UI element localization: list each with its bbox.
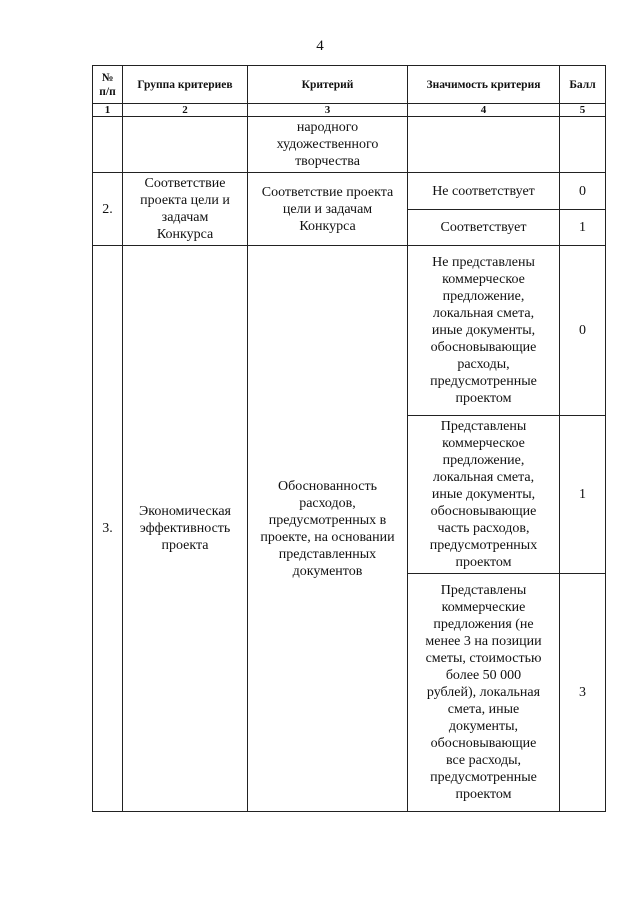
header-group: Группа критериев xyxy=(123,66,248,104)
criterion-cell: Обоснованность расходов, предусмотренных в проекте, на основании представленных документов xyxy=(248,246,408,812)
score-value: 3 xyxy=(560,574,606,812)
score-cell xyxy=(560,117,606,173)
significance-option: Не представлены коммерческое предложение, локальная смета, иные документы, обосновывающие расходы, предусмотренные проектом xyxy=(408,246,560,416)
column-number: 1 xyxy=(93,104,123,117)
table-row-3 xyxy=(93,246,606,416)
significance-option: Соответствует xyxy=(408,210,560,246)
header-num: № п/п xyxy=(93,66,123,104)
significance-cell xyxy=(408,117,560,173)
significance-option: Представлены коммерческое предложение, локальная смета, иные документы, обосновывающие часть расходов, предусмотренных проектом xyxy=(408,416,560,574)
row-number: 3. xyxy=(93,246,123,812)
column-number: 4 xyxy=(408,104,560,117)
significance-option: Представлены коммерческие предложения (не менее 3 на позиции сметы, стоимостью более 50 000 рублей), локальная смета, иные документы, обосновывающие все расходы, предусмотренные проектом xyxy=(408,574,560,812)
column-number: 5 xyxy=(560,104,606,117)
score-value: 1 xyxy=(560,210,606,246)
column-number: 2 xyxy=(123,104,248,117)
significance-option: Не соответствует xyxy=(408,173,560,210)
group-cell xyxy=(123,117,248,173)
criterion-cell: Соответствие проекта цели и задачам Конкурса xyxy=(248,173,408,246)
row-number: 2. xyxy=(93,173,123,246)
table-row-2 xyxy=(93,173,606,210)
group-cell: Соответствие проекта цели и задачам Конкурса xyxy=(123,173,248,246)
column-number: 3 xyxy=(248,104,408,117)
group-cell: Экономическая эффективность проекта xyxy=(123,246,248,812)
page-number: 4 xyxy=(316,38,324,54)
column-number-row xyxy=(93,104,606,117)
header-criterion: Критерий xyxy=(248,66,408,104)
score-value: 0 xyxy=(560,246,606,416)
score-value: 0 xyxy=(560,173,606,210)
criteria-table xyxy=(92,65,606,812)
table-row-continuation xyxy=(93,117,606,173)
num-cell xyxy=(93,117,123,173)
header-significance: Значимость критерия xyxy=(408,66,560,104)
criterion-cell: народного художественного творчества xyxy=(248,117,408,173)
score-value: 1 xyxy=(560,416,606,574)
header-score: Балл xyxy=(560,66,606,104)
header-row xyxy=(93,66,606,104)
